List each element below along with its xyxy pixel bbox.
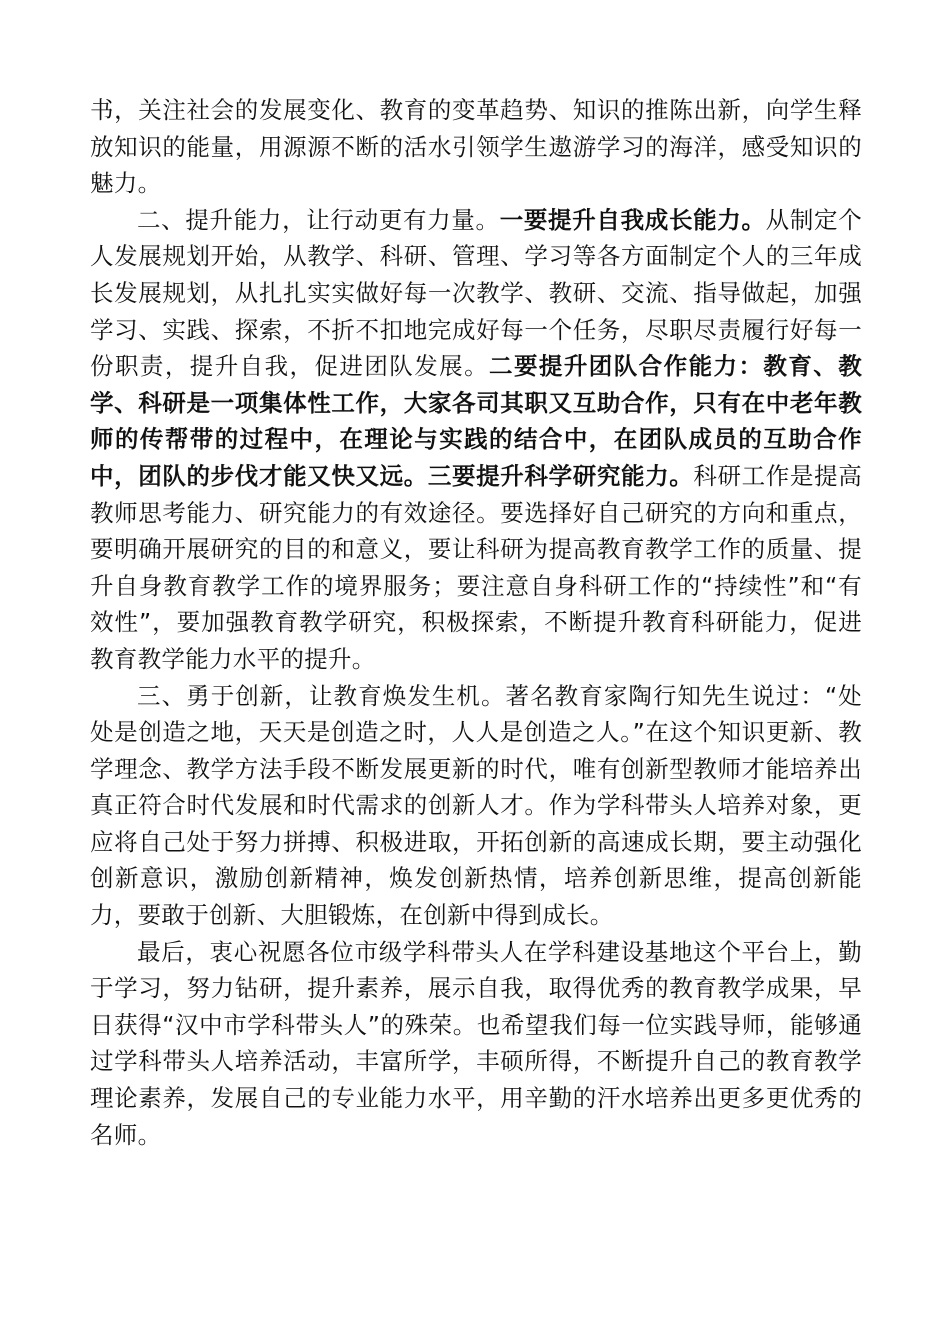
paragraph-innovation xyxy=(90,678,862,934)
ability-point1-text: 从制定个人发展规划开始，从教学、科研、管理、学习等各方面制定个人的三年成长发展规划，从扎扎实实做好每一次教学、教研、交流、指导做起，加强学习、实践、探索，不折不扣地完成好每一个任务，尽职尽责履行好每一份职责，提升自我，促进团队发展。 xyxy=(90,205,862,381)
paragraph-closing-text: 最后，衷心祝愿各位市级学科带头人在学科建设基地这个平台上，勤于学习，努力钻研，提升素养，展示自我，取得优秀的教育教学成果，早日获得“汉中市学科带头人”的殊荣。也希望我们每一位实践导师，能够通过学科带头人培养活动，丰富所学，丰硕所得，不断提升自己的教育教学理论素养，发展自己的专业能力水平，用辛勤的汗水培养出更多更优秀的名师。 xyxy=(90,937,862,1149)
paragraph-innovation-text: 三、勇于创新，让教育焕发生机。著名教育家陶行知先生说过：“处处是创造之地，天天是创造之时，人人是创造之人。”在这个知识更新、教学理念、教学方法手段不断发展更新的时代，唯有创新型教师才能培养出真正符合时代发展和时代需求的创新人才。作为学科带头人培养对象，更应将自己处于努力拼搏、积极进取，开拓创新的高速成长期，要主动强化创新意识，激励创新精神，焕发创新热情，培养创新思维，提高创新能力，要敢于创新、大胆锻炼，在创新中得到成长。 xyxy=(90,681,862,930)
paragraph-continued xyxy=(90,92,862,202)
paragraph-ability xyxy=(90,202,862,678)
ability-intro: 二、提升能力，让行动更有力量。 xyxy=(137,205,500,234)
ability-point1-heading: 一要提升自我成长能力。 xyxy=(499,205,766,234)
document-body xyxy=(90,92,862,1153)
ability-point2-heading: 二要提升团队合作能力：教育、教学、科研是一项集体性工作，大家各司其职又互助合作，只有在中老年教师的传帮带的过程中，在理论与实践的结合中，在团队成员的互助合作中，团队的步伐才能又快又远。三要提升科学研究能力。 xyxy=(90,352,863,490)
paragraph-closing xyxy=(90,934,862,1154)
ability-point3-text: 科研工作是提高教师思考能力、研究能力的有效途径。要选择好自己研究的方向和重点，要明确开展研究的目的和意义，要让科研为提高教育教学工作的质量、提升自身教育教学工作的境界服务；要注意自身科研工作的“持续性”和“有效性”，要加强教育教学研究，积极探索，不断提升教育科研能力，促进教育教学能力水平的提升。 xyxy=(90,461,863,673)
paragraph-continued-text: 书，关注社会的发展变化、教育的变革趋势、知识的推陈出新，向学生释放知识的能量，用源源不断的活水引领学生遨游学习的海洋，感受知识的魅力。 xyxy=(90,96,862,198)
